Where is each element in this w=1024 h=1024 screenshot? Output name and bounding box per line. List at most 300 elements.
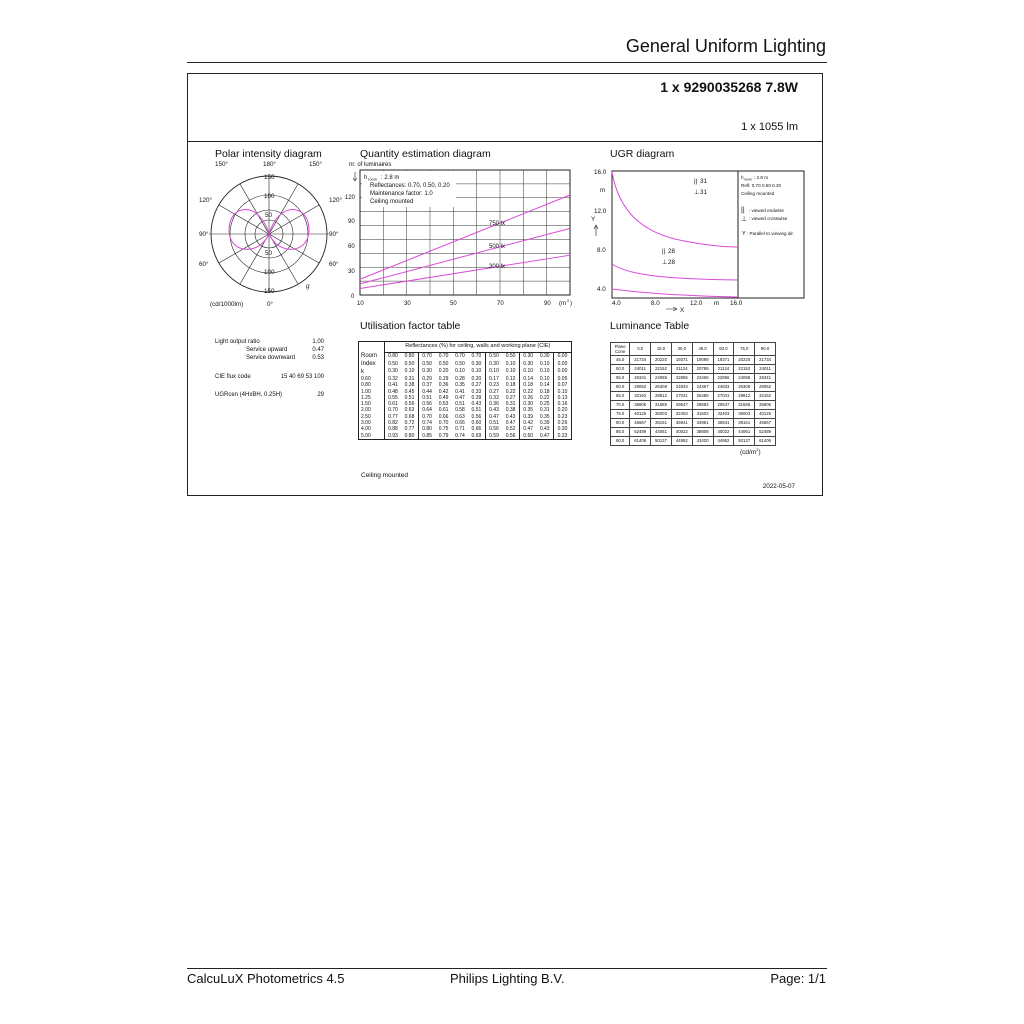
utilisation-value-cell: 0.13	[557, 394, 568, 401]
ugr-legend-crosswise-symbol: ⊥	[741, 216, 748, 223]
utilisation-value-cell: 0.48	[388, 388, 398, 395]
luminance-value-cell: 32403	[713, 410, 734, 419]
quantity-ylabel: nr. of luminaires	[349, 162, 392, 168]
service-upward-label: Service upward	[246, 347, 288, 353]
utilisation-value-cell: 0.22	[536, 395, 553, 401]
ugr-info-height: : 2.8 m	[754, 175, 769, 180]
luminance-value-cell: 22152	[651, 365, 672, 374]
utilisation-value-cell: 0.35	[536, 414, 553, 420]
utilisation-value-cell: 0.14	[523, 376, 534, 382]
utilisation-reflectance-cell: 0.00	[557, 353, 568, 360]
utilisation-value-cell: 0.20	[557, 407, 568, 414]
room-index-label-index: Index	[361, 361, 376, 367]
utilisation-row	[359, 433, 572, 440]
luminance-value-cell: 45667	[755, 419, 776, 428]
utilisation-reflectance-cell: 0.50	[388, 360, 398, 367]
utilisation-room-index: 5.00	[359, 433, 385, 440]
utilisation-reflectance-cell: 0.10	[536, 368, 553, 376]
polar-diagram	[199, 158, 350, 310]
utilisation-value-cell: 0.23	[489, 382, 499, 389]
report-date: 2022-05-07	[762, 483, 795, 490]
utilisation-value-cell: 0.10	[557, 388, 568, 395]
ugr-legend-crosswise: : viewed crosswise	[749, 216, 788, 221]
utilisation-value-cell: 0.56	[468, 414, 485, 420]
luminance-value-cell: 45667	[630, 419, 651, 428]
utilisation-reflectance-cell: 0.30	[489, 360, 499, 367]
utilisation-value-cell: 0.42	[438, 388, 449, 395]
luminance-value-cell: 61406	[755, 437, 776, 446]
ugr-curve-parallel	[612, 289, 738, 297]
luminance-cone-angle: 75.0	[611, 410, 630, 419]
ugr-info-refl: Refl: 0.70 0.50 0.20	[741, 183, 782, 188]
utilisation-value-cell: 0.75	[438, 426, 449, 433]
utilisation-value-cell: 0.33	[468, 389, 485, 395]
quantity-info-mounting: Ceiling mounted	[370, 199, 414, 205]
utilisation-value-cell: 0.29	[438, 376, 449, 382]
utilisation-reflectance-cell: 0.70	[438, 353, 449, 360]
luminance-value-cell: 19098	[692, 356, 713, 365]
luminance-value-cell: 26486	[692, 392, 713, 401]
quantity-info-reflectances: Reflectances: 0.70, 0.50, 0.20	[370, 183, 450, 189]
utilisation-reflectance-cell: 0.30	[536, 353, 553, 361]
ugr-curve-endwise	[612, 172, 738, 247]
frame-divider	[188, 141, 822, 142]
utilisation-room-index: 2.50	[359, 414, 385, 420]
utilisation-value-cell: 0.70	[438, 420, 449, 427]
utilisation-value-cell: 0.36	[489, 401, 499, 408]
luminaire-id: 1 x 9290035268 7.8W	[660, 79, 798, 95]
polar-radial-50-top: 50	[265, 212, 273, 219]
luminance-unit-close: )	[758, 449, 761, 457]
utilisation-reflectance-cell: 0.50	[438, 360, 449, 367]
ugr-cen-label: UGRcen (4HxBH, 0.25H)	[215, 392, 283, 398]
ugr-cen-value: 29	[317, 392, 324, 398]
utilisation-reflectance-cell: 0.50	[401, 361, 418, 369]
utilisation-value-cell: 0.35	[523, 407, 534, 414]
luminance-value-cell: 28882	[692, 401, 713, 410]
utilisation-value-cell: 0.39	[536, 420, 553, 426]
luminance-value-cell: 31602	[692, 410, 713, 419]
utilisation-value-cell: 0.29	[422, 376, 432, 382]
utilisation-value-cell: 0.17	[489, 376, 499, 382]
light-output-info	[214, 336, 334, 400]
utilisation-value-cell: 0.85	[422, 432, 432, 439]
utilisation-value-cell: 0.47	[536, 433, 553, 440]
luminance-value-cell: 21124	[671, 365, 692, 374]
quantity-info-room: room	[368, 176, 378, 182]
ugr-ytick-8: 8.0	[597, 247, 606, 254]
utilisation-value-cell: 0.71	[455, 426, 465, 433]
utilisation-value-cell: 0.50	[523, 432, 534, 439]
luminance-value-cell: 43420	[692, 437, 713, 446]
utilisation-reflectance-cell: 0.10	[523, 368, 534, 375]
polar-angle-90-right: 90°	[329, 231, 339, 238]
ugr-mark-crosswise-28-label: ⊥	[662, 259, 668, 266]
luminance-value-cell: 32403	[671, 410, 692, 419]
quantity-ytick-60: 60	[348, 244, 355, 250]
luminance-cone-angle: 65.0	[611, 392, 630, 401]
utilisation-value-cell: 0.27	[468, 382, 485, 388]
luminance-unit-sup: 2	[756, 447, 759, 452]
luminance-value-cell: 38808	[692, 428, 713, 437]
luminance-row	[611, 356, 776, 365]
luminance-plane-header: 30.0	[671, 343, 692, 356]
utilisation-reflectance-cell: 0.10	[401, 368, 418, 376]
utilisation-value-cell: 0.74	[455, 432, 465, 439]
ugr-mark-crosswise-31-label: ⊥	[694, 189, 700, 196]
quantity-line-label-500: 500 lx	[489, 244, 506, 250]
utilisation-value-cell: 0.16	[557, 401, 568, 408]
ugr-xunit: m	[714, 300, 720, 307]
quantity-ytick-90: 90	[348, 219, 355, 225]
polar-radial-100-bottom: 100	[264, 269, 275, 276]
luminance-value-cell: 24086	[734, 374, 755, 383]
utilisation-value-cell: 0.53	[438, 401, 449, 408]
utilisation-room-index: 3.00	[359, 420, 385, 426]
utilisation-value-cell: 0.56	[489, 426, 499, 433]
polar-angle-150-left: 150°	[215, 161, 229, 168]
quantity-series-line	[360, 255, 570, 288]
luminance-value-cell: 24011	[755, 365, 776, 374]
utilisation-room-index: 0.80	[359, 382, 385, 388]
utilisation-value-cell: 0.39	[523, 413, 534, 420]
room-index-label-k: k	[361, 369, 364, 375]
quantity-line-label-300: 300 lx	[489, 264, 506, 270]
luminance-value-cell: 61406	[630, 437, 651, 446]
ugr-ytick-12: 12.0	[594, 208, 607, 215]
utilisation-value-cell: 0.47	[523, 426, 534, 433]
utilisation-value-cell: 0.36	[438, 382, 449, 389]
utilisation-value-cell: 0.31	[401, 376, 418, 382]
utilisation-value-cell: 0.18	[536, 389, 553, 395]
luminance-value-cell: 20220	[651, 356, 672, 365]
quantity-xunit: (m	[559, 301, 566, 307]
utilisation-value-cell: 0.23	[557, 413, 568, 420]
utilisation-value-cell: 0.32	[489, 394, 499, 401]
luminance-value-cell: 19371	[713, 356, 734, 365]
utilisation-value-cell: 0.70	[422, 413, 432, 420]
luminance-value-cell: 44952	[671, 437, 692, 446]
utilisation-value-cell: 0.20	[468, 376, 485, 382]
luminance-value-cell: 21124	[713, 365, 734, 374]
utilisation-value-cell: 0.26	[523, 394, 534, 401]
utilisation-room-index: 1.50	[359, 401, 385, 407]
utilisation-reflectance-cell: 0.00	[557, 360, 568, 367]
quantity-info-height: : 2.8 m	[381, 175, 400, 181]
utilisation-reflectance-cell: 0.20	[438, 368, 449, 375]
luminance-value-cell: 35941	[671, 419, 692, 428]
luminance-value-cell: 44952	[713, 437, 734, 446]
utilisation-value-cell: 0.80	[401, 433, 418, 440]
utilisation-reflectance-cell: 0.80	[401, 353, 418, 361]
ugr-ytick-4: 4.0	[597, 286, 606, 293]
luminance-plane-header: 75.0	[734, 343, 755, 356]
utilisation-value-cell: 0.38	[502, 407, 519, 413]
header-rule	[187, 62, 827, 63]
luminance-value-cell: 32162	[630, 392, 651, 401]
ugr-ytick-16: 16.0	[594, 169, 607, 176]
utilisation-value-cell: 0.55	[388, 394, 398, 401]
light-output-ratio-value: 1.00	[312, 339, 324, 345]
luminance-plane-header: 90.0	[755, 343, 776, 356]
utilisation-value-cell: 0.63	[455, 413, 465, 420]
utilisation-value-cell: 0.63	[401, 407, 418, 413]
luminance-value-cell: 40125	[755, 410, 776, 419]
luminance-value-cell: 24833	[671, 383, 692, 392]
quantity-xunit-sup: 2	[567, 298, 570, 303]
utilisation-value-cell: 0.74	[422, 420, 432, 427]
utilisation-value-cell: 0.14	[536, 382, 553, 388]
ugr-mark-crosswise-31: 31	[700, 189, 708, 196]
luminance-value-cell: 32162	[755, 392, 776, 401]
polar-angle-120-left: 120°	[199, 197, 213, 204]
utilisation-reflectance-cell: 0.00	[557, 368, 568, 375]
footer-page-number: Page: 1/1	[770, 971, 826, 986]
utilisation-value-cell: 0.72	[401, 420, 418, 426]
polar-radial-150-bottom: 150	[264, 288, 275, 295]
light-output-ratio-label: Light output ratio	[215, 339, 260, 345]
utilisation-value-cell: 0.43	[489, 407, 499, 414]
luminance-cone-angle: 80.0	[611, 419, 630, 428]
quantity-diagram	[340, 158, 580, 310]
luminance-row	[611, 365, 776, 374]
utilisation-value-cell: 0.44	[422, 388, 432, 395]
utilisation-reflectance-row	[359, 361, 572, 369]
luminance-unit-text: (cd/m	[740, 449, 757, 457]
utilisation-value-cell: 0.56	[422, 401, 432, 408]
utilisation-value-cell: 0.31	[536, 407, 553, 413]
ugr-yunit: m	[600, 187, 606, 194]
room-index-label-room: Room	[361, 353, 378, 359]
utilisation-value-cell: 0.30	[557, 426, 568, 433]
luminance-row	[611, 437, 776, 446]
polar-angle-120-right: 120°	[329, 197, 343, 204]
ugr-plot-area	[612, 171, 738, 298]
utilisation-room-index: 4.00	[359, 426, 385, 432]
utilisation-value-cell: 0.27	[489, 388, 499, 395]
utilisation-reflectance-cell: 0.50	[502, 353, 519, 361]
luminance-value-cell: 21734	[755, 356, 776, 365]
utilisation-value-cell: 0.32	[388, 376, 398, 382]
utilisation-value-cell: 0.07	[557, 382, 568, 389]
ugr-xtick-8: 8.0	[651, 300, 660, 307]
luminance-value-cell: 29052	[630, 383, 651, 392]
utilisation-value-cell: 0.69	[468, 433, 485, 440]
quantity-line-label-750: 750 lx	[489, 221, 506, 227]
luminance-cone-angle: 85.0	[611, 428, 630, 437]
luminance-value-cell: 40022	[713, 428, 734, 437]
ugr-mark-crosswise-28: 28	[668, 259, 676, 266]
utilisation-value-cell: 0.66	[438, 413, 449, 420]
utilisation-reflectance-cell: 0.70	[468, 353, 485, 361]
luminance-value-cell: 22152	[734, 365, 755, 374]
ugr-curve-crosswise	[612, 264, 738, 280]
luminance-value-cell: 35003	[651, 410, 672, 419]
utilisation-value-cell: 0.35	[455, 382, 465, 389]
luminance-value-cell: 24833	[713, 383, 734, 392]
luminance-value-cell: 24367	[692, 383, 713, 392]
ugr-legend-endwise: : viewed endwise	[749, 208, 784, 213]
utilisation-value-cell: 0.42	[523, 420, 534, 427]
polar-radial-100-top: 100	[264, 193, 275, 200]
luminance-plane-header: 60.0	[713, 343, 734, 356]
utilisation-value-cell: 0.51	[455, 401, 465, 408]
utilisation-value-cell: 0.37	[422, 382, 432, 389]
utilisation-value-cell: 0.39	[468, 395, 485, 401]
utilisation-reflectance-cell: 0.30	[523, 353, 534, 360]
utilisation-value-cell: 0.30	[523, 401, 534, 408]
utilisation-value-cell: 0.49	[438, 394, 449, 401]
utilisation-value-cell: 0.70	[388, 407, 398, 414]
utilisation-value-cell: 0.51	[489, 420, 499, 427]
cie-flux-code-label: CIE flux code	[215, 374, 251, 380]
utilisation-reflectance-cell: 0.30	[422, 368, 432, 375]
luminance-value-cell: 35806	[755, 401, 776, 410]
luminance-value-cell: 24011	[630, 365, 651, 374]
polar-gamma-symbol: g	[306, 283, 310, 290]
utilisation-factor-table	[358, 341, 572, 440]
luminance-cone-angle: 45.0	[611, 356, 630, 365]
ugr-xtick-4: 4.0	[612, 300, 621, 307]
utilisation-value-cell: 0.47	[455, 394, 465, 401]
utilisation-value-cell: 0.05	[557, 376, 568, 382]
luminance-plane-header: 0.0	[630, 343, 651, 356]
utilisation-value-cell: 0.22	[502, 389, 519, 395]
utilisation-reflectance-cell: 0.10	[455, 368, 465, 375]
utilisation-value-cell: 0.77	[388, 413, 398, 420]
luminance-plane-header: 15.0	[651, 343, 672, 356]
luminance-value-cell: 52489	[630, 428, 651, 437]
utilisation-value-cell: 0.45	[401, 389, 418, 395]
utilisation-value-cell: 0.61	[388, 401, 398, 408]
quantity-info-h: h	[364, 175, 368, 181]
quantity-xunit-close: )	[570, 301, 572, 307]
luminance-cone-angle: 70.0	[611, 401, 630, 410]
utilisation-value-cell: 0.43	[468, 401, 485, 407]
polar-radial-50-bottom: 50	[265, 250, 273, 257]
quantity-ytick-0: 0	[351, 294, 355, 300]
quantity-info-maintenance: Maintenance factor: 1.0	[370, 191, 433, 197]
quantity-xtick-30: 30	[404, 301, 411, 307]
luminance-value-cell: 50137	[734, 437, 755, 446]
utilisation-reflectance-cell: 0.30	[468, 361, 485, 369]
luminance-value-cell: 40125	[630, 410, 651, 419]
ugr-diagram-title: UGR diagram	[610, 148, 675, 160]
utilisation-value-cell: 0.43	[536, 426, 553, 432]
service-upward-value: 0.47	[312, 347, 324, 353]
utilisation-reflectance-cell: 0.50	[455, 360, 465, 367]
luminance-cone-angle: 60.0	[611, 383, 630, 392]
luminance-value-cell: 27041	[713, 392, 734, 401]
utilisation-value-cell: 0.10	[536, 376, 553, 382]
utilisation-value-cell: 0.41	[388, 382, 398, 389]
utilisation-value-cell: 0.64	[422, 407, 432, 414]
luminance-value-cell: 28812	[651, 392, 672, 401]
utilisation-reflectance-cell: 0.70	[455, 353, 465, 360]
luminance-value-cell: 50137	[651, 437, 672, 446]
utilisation-value-cell: 0.68	[401, 414, 418, 420]
utilisation-value-cell: 0.22	[523, 388, 534, 395]
page-title: General Uniform Lighting	[625, 36, 826, 56]
ugr-info-room: room	[744, 177, 752, 182]
ugr-info-h: h	[741, 175, 744, 180]
ugr-xtick-12: 12.0	[690, 300, 703, 307]
utilisation-reflectance-row	[359, 353, 572, 361]
luminance-value-cell: 39161	[651, 419, 672, 428]
utilisation-value-cell: 0.31	[502, 401, 519, 407]
utilisation-room-index: 0.60	[359, 376, 385, 382]
footer-software: CalcuLuX Photometrics 4.5	[187, 971, 345, 986]
luminance-value-cell: 29547	[713, 401, 734, 410]
ugr-diagram	[590, 158, 810, 318]
luminance-value-cell: 31685	[651, 401, 672, 410]
luminance-cone-angle: 55.0	[611, 374, 630, 383]
utilisation-value-cell: 0.41	[455, 388, 465, 395]
luminance-value-cell: 40022	[671, 428, 692, 437]
utilisation-table-title: Utilisation factor table	[360, 320, 461, 332]
utilisation-reflectance-cell: 0.10	[502, 361, 519, 369]
polar-angle-60-left: 60°	[199, 261, 209, 268]
luminance-row	[611, 410, 776, 419]
luminance-table	[610, 342, 776, 446]
utilisation-value-cell: 0.88	[388, 426, 398, 433]
utilisation-value-cell: 0.12	[502, 376, 519, 382]
utilisation-value-cell: 0.61	[438, 407, 449, 414]
luminance-value-cell: 29052	[755, 383, 776, 392]
utilisation-value-cell: 0.82	[388, 420, 398, 427]
utilisation-value-cell: 0.51	[468, 407, 485, 413]
utilisation-reflectance-cell: 0.50	[489, 353, 499, 360]
luminaire-flux: 1 x 1055 lm	[741, 121, 798, 133]
luminance-value-cell: 44061	[651, 428, 672, 437]
utilisation-caption: Ceiling mounted	[361, 472, 408, 479]
quantity-xtick-70: 70	[497, 301, 504, 307]
luminance-plane-header: 45.0	[692, 343, 713, 356]
luminance-value-cell: 21734	[630, 356, 651, 365]
utilisation-value-cell: 0.18	[523, 382, 534, 389]
luminance-value-cell: 20220	[734, 356, 755, 365]
utilisation-value-cell: 0.25	[536, 401, 553, 407]
luminance-value-cell: 35003	[734, 410, 755, 419]
luminance-cone-angle: 50.0	[611, 365, 630, 374]
luminance-value-cell: 27041	[671, 392, 692, 401]
luminance-value-cell: 20795	[692, 365, 713, 374]
luminance-value-cell: 26341	[755, 374, 776, 383]
luminance-table-title: Luminance Table	[610, 320, 690, 332]
luminance-value-cell: 34961	[692, 419, 713, 428]
luminance-value-cell: 44061	[734, 428, 755, 437]
ugr-legend-parallel: : Parallel to viewing dir.	[747, 231, 794, 236]
luminance-value-cell: 28812	[734, 392, 755, 401]
luminance-corner-cone: Cone	[615, 349, 626, 354]
luminance-value-cell: 31685	[734, 401, 755, 410]
utilisation-value-cell: 0.58	[455, 407, 465, 414]
luminance-row	[611, 374, 776, 383]
service-downward-label: Service downward	[246, 355, 296, 361]
ugr-mark-endwise-28-label: ||	[662, 248, 666, 255]
luminance-row	[611, 392, 776, 401]
ugr-mark-endwise-28: 28	[668, 248, 676, 255]
ugr-info-mounting: Ceiling mounted	[741, 191, 775, 196]
luminance-row	[611, 419, 776, 428]
utilisation-value-cell: 0.47	[502, 420, 519, 426]
quantity-xtick-50: 50	[450, 301, 457, 307]
utilisation-value-cell: 0.26	[557, 420, 568, 427]
footer-rule	[187, 968, 827, 969]
quantity-ytick-30: 30	[348, 269, 355, 275]
utilisation-reflectance-cell: 0.50	[422, 360, 432, 367]
luminance-value-cell: 22465	[692, 374, 713, 383]
